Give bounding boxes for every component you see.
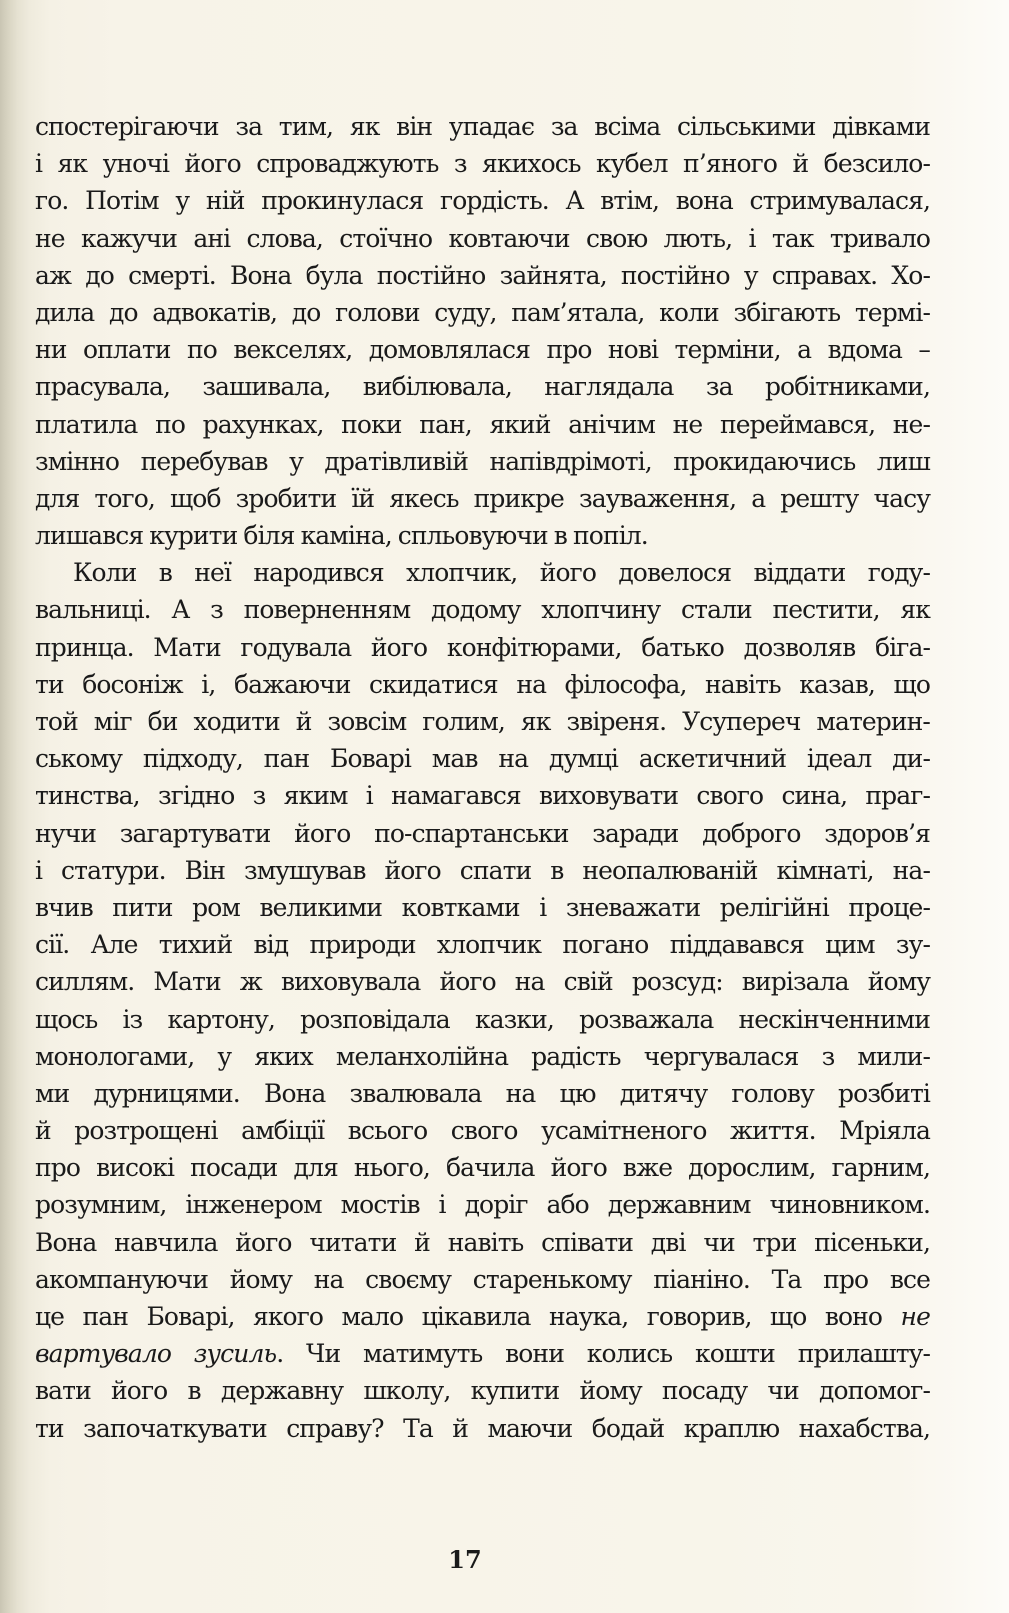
italic-emphasis: не — [900, 1302, 930, 1331]
text-line-with-italic — [35, 1298, 930, 1335]
text-line: силлям. Мати ж виховувала його на свій розсуд: вирізала йому — [35, 967, 930, 997]
text-line: принца. Мати годувала його конфітюрами, батько дозволяв біга- — [35, 632, 930, 662]
text-line: для того, щоб зробити їй якесь прикре зауваження, а решту часу — [35, 483, 930, 513]
text-line: го. Потім у ній прокинулася гордість. А втім, вона стримувалася, — [35, 186, 930, 216]
text-line: Вона навчила його читати й навіть співати дві чи три пісеньки, — [35, 1227, 930, 1257]
text-line: нучи загартувати його по-спартанськи заради доброго здоров’я — [35, 818, 930, 848]
text-line: аж до смерті. Вона була постійно зайнята, постійно у справах. Хо- — [35, 260, 930, 290]
body-text — [35, 108, 930, 1447]
text-line: ському підходу, пан Боварі мав на думці аскетичний ідеал ди- — [35, 744, 930, 774]
text-line: прасувала, зашивала, вибілювала, наглядала за робітниками, — [35, 372, 930, 402]
text-line: монологами, у яких меланхолійна радість чергувалася з мили- — [35, 1041, 930, 1071]
text-line-with-italic — [35, 1335, 930, 1372]
text-line-paragraph-start: Коли в неї народився хлопчик, його довелося віддати году- — [73, 558, 930, 588]
text-line: вальниці. А з поверненням додому хлопчину стали пестити, як — [35, 595, 930, 625]
italic-emphasis: вартувало зусиль — [35, 1339, 277, 1369]
text-fragment: . Чи матимуть вони колись кошти прилашту- — [276, 1339, 930, 1369]
text-line: дила до адвокатів, до голови суду, пам’ятала, коли збігають термі- — [35, 297, 930, 327]
text-line: ми дурницями. Вона звалювала на цю дитячу голову розбиті — [35, 1078, 930, 1108]
text-line: ти започаткувати справу? Та й маючи бодай краплю нахабства, — [35, 1413, 930, 1443]
text-line: вчив пити ром великими ковтками і зневажати релігійні проце- — [35, 892, 930, 922]
text-fragment: це пан Боварі, якого мало цікавила наука, говорив, що воно — [35, 1302, 901, 1331]
text-line: й розтрощені амбіції всього свого усамітненого життя. Мріяла — [35, 1116, 930, 1146]
text-line: акомпануючи йому на своєму старенькому піаніно. Та про все — [35, 1264, 930, 1294]
text-line: і як уночі його спроваджують з якихось кубел п’яного й безсило- — [35, 149, 930, 179]
text-line-paragraph-end: лишався курити біля каміна, спльовуючи в попіл. — [35, 521, 648, 551]
text-line: не кажучи ані слова, стоїчно ковтаючи свою лють, і так тривало — [35, 223, 930, 253]
text-line: сії. Але тихий від природи хлопчик погано піддавався цим зу- — [35, 930, 930, 960]
text-line: про високі посади для нього, бачила його вже дорослим, гарним, — [35, 1153, 930, 1183]
text-line: спостерігаючи за тим, як він упадає за всіма сільськими дівками — [35, 112, 930, 141]
text-line: і статури. Він змушував його спати в неопалюваній кімнаті, на- — [35, 855, 930, 885]
text-line: платила по рахунках, поки пан, який анічим не переймався, не- — [35, 409, 930, 439]
text-line: розумним, інженером мостів і доріг або державним чиновником. — [35, 1190, 930, 1220]
text-line: ни оплати по векселях, домовлялася про нові терміни, а вдома – — [35, 335, 930, 365]
text-line: змінно перебував у дратівливій напівдрімоті, прокидаючись лиш — [35, 446, 930, 476]
text-line: той міг би ходити й зовсім голим, як звіреня. Усупереч материн- — [35, 707, 930, 736]
text-line: щось із картону, розповідала казки, розважала нескінченними — [35, 1004, 930, 1034]
page-number: 17 — [448, 1545, 482, 1574]
text-line: тинства, згідно з яким і намагався виховувати свого сина, праг- — [35, 781, 930, 811]
text-line: вати його в державну школу, купити йому посаду чи допомог- — [35, 1376, 930, 1406]
text-line: ти босоніж і, бажаючи скидатися на філософа, навіть казав, що — [35, 669, 930, 699]
